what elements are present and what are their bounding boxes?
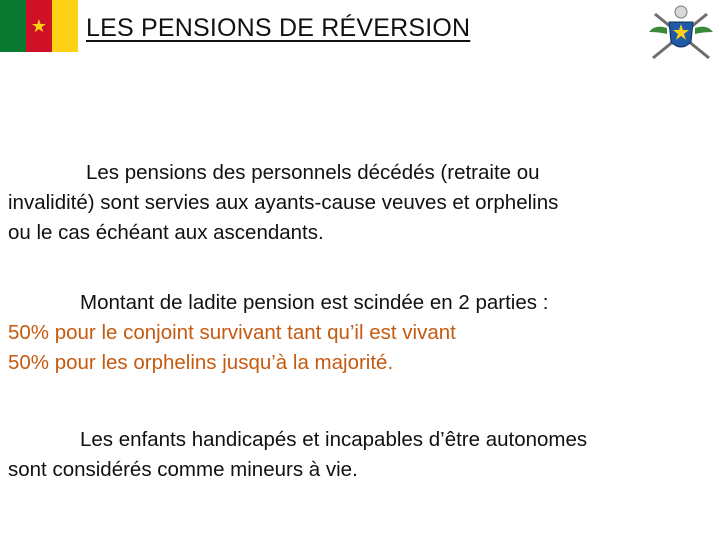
paragraph-disabled-children [8,425,714,485]
paragraph-line: invalidité) sont servies aux ayants-cause veuves et orphelins [8,191,559,214]
star-icon: ★ [30,16,48,36]
flag-red-stripe [26,0,52,52]
paragraph-amount-split [8,288,714,378]
paragraph-lead: Montant de ladite pension est scindée en 2 parties : [80,291,549,314]
split-item-orphans: 50% pour les orphelins jusqu’à la majorité. [8,351,394,374]
paragraph-line: sont considérés comme mineurs à vie. [8,458,358,481]
slide-title: LES PENSIONS DE RÉVERSION [86,14,471,42]
paragraph-line: Les enfants handicapés et incapables d’être autonomes [80,428,588,451]
paragraph-line: ou le cas échéant aux ascendants. [8,221,324,244]
cameroon-flag-icon [0,0,78,52]
paragraph-survivors [8,158,714,248]
flag-green-stripe [0,0,26,52]
flag-yellow-stripe [52,0,78,52]
military-emblem-icon [645,2,717,62]
paragraph-line: Les pensions des personnels décédés (retraite ou [86,161,540,184]
split-item-spouse: 50% pour le conjoint survivant tant qu’il est vivant [8,321,456,344]
